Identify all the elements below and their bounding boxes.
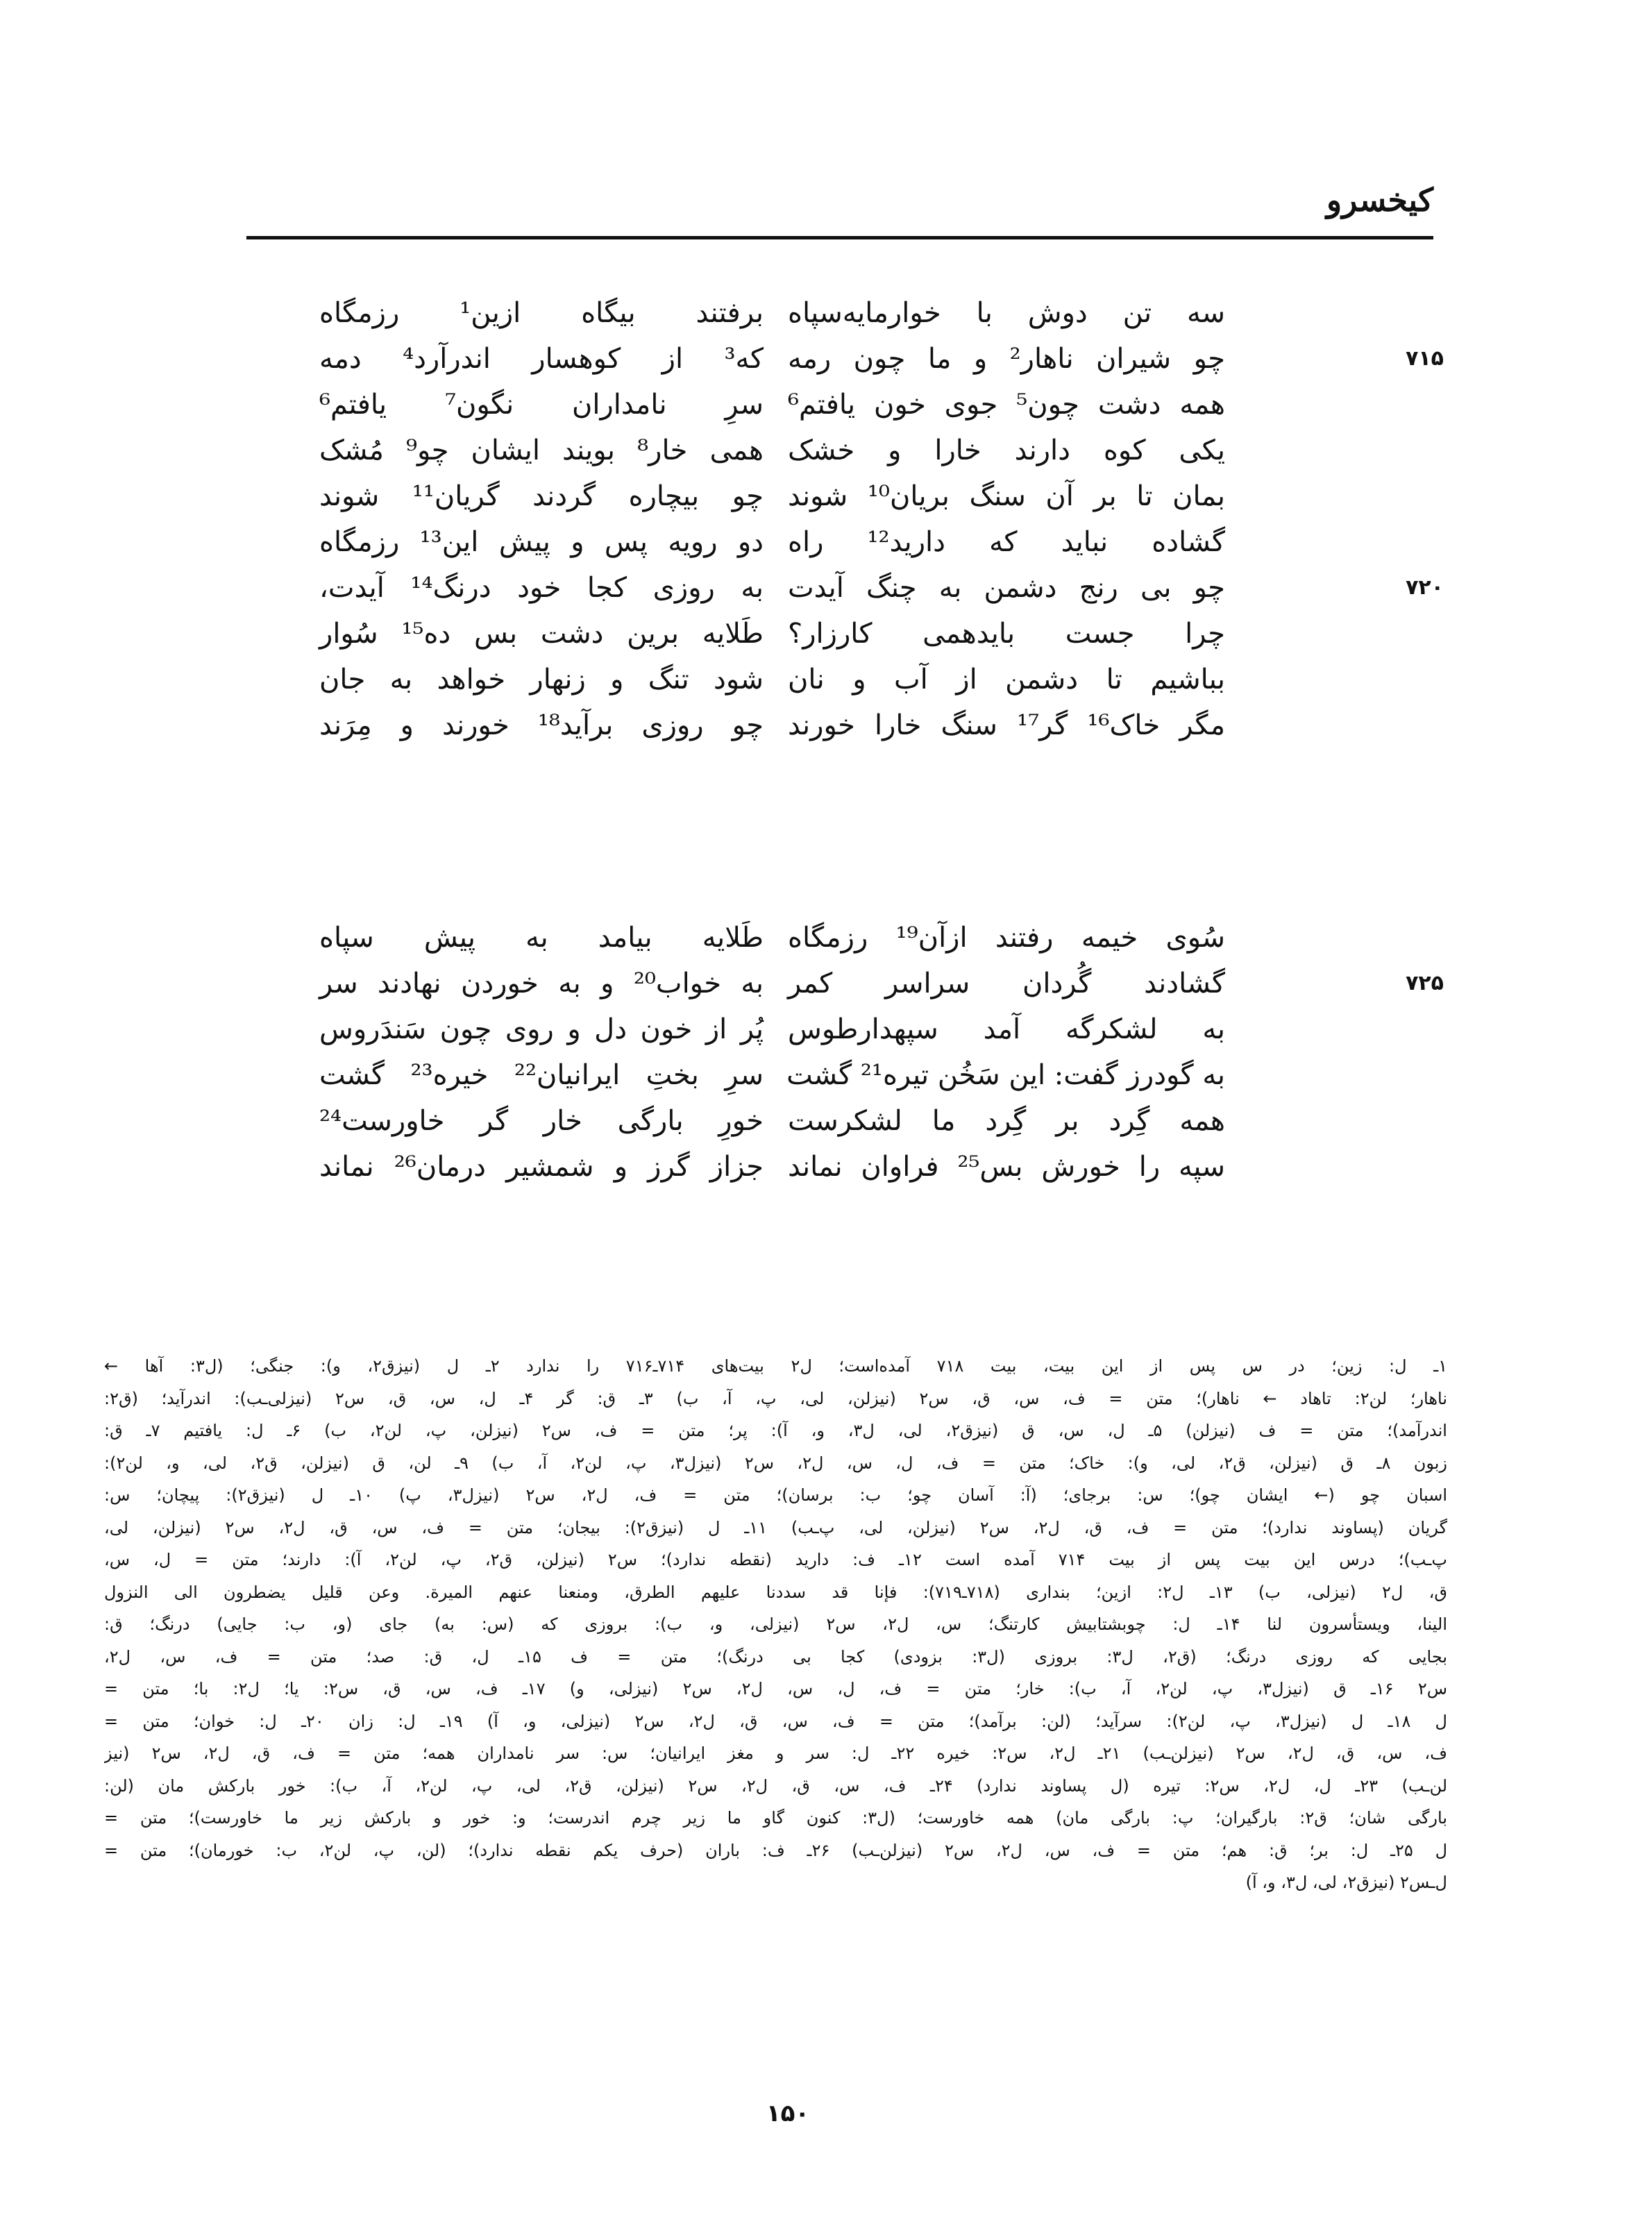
hemistich-first: بمان تا بر آن سنگ بریان¹⁰ شوند — [788, 480, 1225, 512]
stanza-2 — [229, 915, 1465, 1190]
footnote-line: گریان (پساوند ندارد)؛ متن = ف، ق، ل۲، س۲ (نیزلن، لی، پ‌ـب) ۱۱ـ ل (نیزق۲): بیجان؛ متن = ف، س، ق، ل۲، س۲ (نیزلن، لی، — [104, 1517, 1447, 1537]
footnote-line: ف، س، ق، ل۲، س۲ (نیزلن‌ـب) ۲۱ـ ل۲، س۲: خیره ۲۲ـ ل: سر و مغز ایرانیان؛ س: سر نامداران همه؛ متن = ف، ق، ل۲، س۲ (نیز — [104, 1744, 1447, 1763]
footnote-line: س۲ ۱۶ـ ق (نیزل۳، پ، لن۲، آ، ب): خار؛ متن = ف، ل، س، ل۲، س۲ (نیزلی، و) ۱۷ـ ف، س، ق، س۲: یا؛ ل۲: با؛ متن = — [104, 1679, 1447, 1698]
hemistich-second: همی خار⁸ بویند ایشان چو⁹ مُشک — [319, 435, 764, 466]
hemistich-first: سپه را خورش بس²⁵ فراوان نماند — [788, 1151, 1225, 1183]
hemistich-second: دو رویه پس و پیش این¹³ رزمگاه — [319, 526, 764, 558]
footnote-line: ل ۱۸ـ ل (نیزل۳، پ، لن۲): سرآید؛ (لن: برآمد)؛ متن = ف، س، ق، ل۲، س۲ (نیزلی، و، آ) ۱۹ـ ل: زان ۲۰ـ ل: خوان؛ متن = — [104, 1711, 1447, 1731]
couplet — [229, 565, 1465, 611]
couplet — [229, 473, 1465, 519]
footnote-line: ل ۲۵ـ ل: بر؛ ق: هم؛ متن = ف، س، ل۲، س۲ (نیزلن‌ـب) ۲۶ـ ف: باران (حرف یکم نقطه ندارد)؛ (لن، پ، لن۲، ب: خورمان)؛ متن = — [104, 1840, 1447, 1860]
hemistich-first: گشاده نباید که دارید¹² راه — [788, 526, 1225, 558]
footnote-line: ل‌ـس۲ (نیزق۲، لی، ل۳، و، آ) — [1245, 1873, 1447, 1892]
page-header — [246, 174, 1433, 243]
hemistich-second: چو بیچاره گردند گریان¹¹ شوند — [319, 480, 764, 512]
hemistich-second: شود تنگ و زنهار خواهد به جان — [319, 664, 764, 695]
couplet — [229, 519, 1465, 565]
hemistich-second: سرِ بختِ ایرانیان²² خیره²³ گشت — [319, 1059, 764, 1091]
header-rule — [246, 236, 1433, 239]
couplet — [229, 428, 1465, 473]
hemistich-first: سُوی خیمه رفتند ازآن¹⁹ رزمگاه — [788, 922, 1225, 954]
hemistich-first: مگر خاک¹⁶ گر¹⁷ سنگ خارا خورند — [788, 709, 1226, 741]
couplet — [229, 1098, 1465, 1144]
hemistich-second: برفتند بیگاه ازین¹ رزمگاه — [319, 297, 764, 329]
footnote-line: اسبان چو (← ایشان چو)؛ س: برجای؛ (آ: آسان چو؛ ب: برسان)؛ متن = ف، ل۲، س۲ (نیزل۳، پ) ۱۰ـ ل (نیزق۲): پیچان؛ س: — [104, 1485, 1447, 1505]
couplet — [229, 1052, 1465, 1098]
footnote-line: ۱ـ ل: زین؛ در س پس از این بیت، بیت ۷۱۸ آمده‌است؛ ل۲ بیت‌های ۷۱۴ـ۷۱۶ را ندارد ۲ـ ل (نیزق۲، و): جنگی؛ (ل۳: آها ← — [104, 1356, 1447, 1376]
hemistich-second: طَلایه بیامد به پیش سپاه — [319, 922, 764, 954]
hemistich-first: یکی کوه دارند خارا و خشک — [788, 435, 1225, 466]
hemistich-second: جزاز گرز و شمشیر درمان²⁶ نماند — [319, 1151, 764, 1183]
footnote-line: ق، ل۲ (نیزلی، ب) ۱۳ـ ل۲: ازین؛ بنداری (۷۱۸ـ۷۱۹): فإنا قد سددنا علیهم الطرق، ومنعنا عنهم المیرة. وعن قلیل یضطرون الی النزول — [104, 1582, 1447, 1602]
footnote-line: بارگی شان؛ ق۲: بارگیران؛ پ: بارگی مان) همه خاورست؛ (ل۳: کنون گاو ما زیر چرم اندرست؛ و: خور و بارکش زیر ما خاورست)؛ متن = — [104, 1808, 1447, 1828]
footnote-line: لن‌ـب) ۲۳ـ ل، ل۲، س۲: تیره (ل پساوند ندارد) ۲۴ـ ف، س، ق، ل۲، س۲ (نیزلن، ق۲، لی، پ، لن۲، آ، ب): خور بارکش مان (لن: — [104, 1776, 1447, 1796]
hemistich-first: چرا جست بایدهمی کارزار؟ — [788, 618, 1225, 650]
couplet — [229, 1006, 1465, 1052]
footnote-line: الینا، ویستأسرون لنا ۱۴ـ ل: چوبشتابیش کارتنگ؛ س، ل۲، س۲ (نیزلی، و، ب): بروزی که (س: به) جای (و، ب: جایی) درنگ؛ ق: — [104, 1614, 1447, 1634]
verse-number: ۷۱۵ — [1406, 346, 1444, 371]
footnote-line: ناهار؛ لن۲: تاهاد ← ناهار)؛ متن = ف، س، ق، س۲ (نیزلن، لی، پ، آ، ب) ۳ـ ق: گر ۴ـ ل، س، ق، س۲ (نیزلی‌ـب): اندرآید؛ (ق۲: — [104, 1388, 1447, 1408]
hemistich-first: همه دشت چون⁵ جوی خون یافتم⁶ — [788, 389, 1225, 421]
hemistich-first: چو بی رنج دشمن به چنگ آیدت — [788, 572, 1225, 604]
hemistich-second: چو روزی برآید¹⁸ خورند و مِرَند — [319, 709, 764, 741]
hemistich-first: چو شیران ناهار² و ما چون رمه — [788, 343, 1225, 375]
footnote-line: بجایی که روزی درنگ؛ (ق۲، ل۳: بروزی (ل۳: بزودی) کجا بی درنگ)؛ متن = ف ۱۵ـ ل، ق: صد؛ متن = ف، س، ل۲، — [104, 1646, 1447, 1667]
hemistich-second: طَلایه برین دشت بس ده¹⁵ سُوار — [319, 618, 764, 650]
couplet — [229, 611, 1465, 657]
hemistich-second: به خواب²⁰ و به خوردن نهادند سر — [319, 968, 764, 1000]
hemistich-second: که³ از کوهسار اندرآرد⁴ دمه — [319, 343, 764, 375]
footnote-line: اندرآمد)؛ متن = ف (نیزلن) ۵ـ ل، س، ق (نیزق۲، لی، ل۳، و، آ): پر؛ متن = ف، س۲ (نیزلن، پ، لن۲، ب) ۶ـ ل: یافتیم ۷ـ ق: — [104, 1421, 1447, 1440]
couplet — [229, 1144, 1465, 1190]
verse-number: ۷۲۰ — [1406, 575, 1444, 600]
running-title: کیخسرو — [1326, 181, 1433, 219]
hemistich-first: همه گِرد بر گِرد ما لشکرست — [788, 1105, 1225, 1137]
hemistich-second: سرِ نامداران نگون⁷ یافتم⁶ — [319, 389, 764, 421]
hemistich-first: به گودرز گفت: این سَخُن تیره²¹ گشت — [786, 1059, 1225, 1091]
couplet — [229, 961, 1465, 1006]
stanza-1 — [229, 290, 1465, 748]
couplet — [229, 702, 1465, 748]
page-number: ۱۵۰ — [766, 2100, 810, 2127]
hemistich-first: سه تن دوش با خوارمایه‌سپاه — [788, 297, 1225, 329]
couplet — [229, 915, 1465, 961]
couplet — [229, 657, 1465, 702]
hemistich-second: خورِ بارگی خار گر خاورست²⁴ — [319, 1105, 764, 1137]
hemistich-first: گشادند گُردان سراسر کمر — [788, 968, 1225, 1000]
hemistich-second: به روزی کجا خود درنگ¹⁴ آیدت، — [319, 572, 764, 604]
verse-number: ۷۲۵ — [1406, 971, 1444, 995]
couplet — [229, 382, 1465, 428]
footnote-line: پ‌ـب)؛ درس این بیت پس از بیت ۷۱۴ آمده است ۱۲ـ ف: دارید (نقطه ندارد)؛ س۲ (نیزلن، ق۲، پ، لن۲، آ): دارند؛ متن = ل، س، — [104, 1550, 1447, 1569]
couplet — [229, 336, 1465, 382]
hemistich-first: به لشکرگه آمد سپهدارطوس — [788, 1013, 1225, 1045]
footnotes — [104, 1350, 1447, 1899]
hemistich-second: پُر از خون دل و روی چون سَندَروس — [319, 1013, 764, 1045]
hemistich-first: بباشیم تا دشمن از آب و نان — [788, 664, 1225, 695]
couplet — [229, 290, 1465, 336]
footnote-line: زبون ۸ـ ق (نیزلن، ق۲، لی، و): خاک؛ متن = ف، ل، س، ل۲، س۲ (نیزل۳، پ، لن۲، آ، ب) ۹ـ لن، ق (نیزلن، ق۲، لی، و، لن۲): — [104, 1453, 1447, 1473]
